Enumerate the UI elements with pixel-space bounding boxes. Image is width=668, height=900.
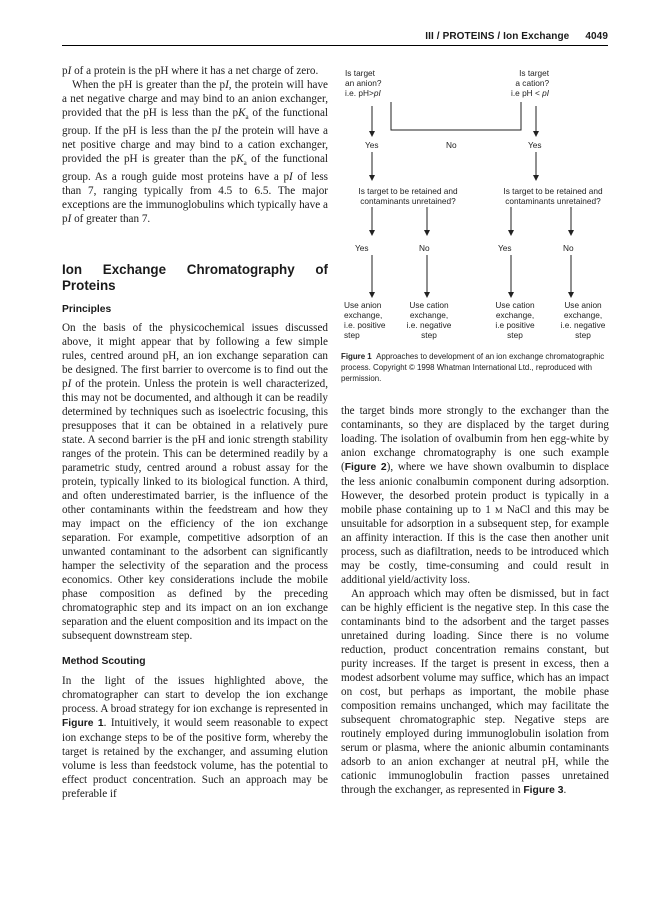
figure-2-ref: Figure 2 [344, 462, 387, 473]
label-yes-cation: Yes [528, 140, 542, 150]
running-title: III / PROTEINS / Ion Exchange [425, 31, 570, 42]
left-column [62, 64, 328, 801]
outcome-positive-anion: Use anion exchange, i.e. positive step [344, 300, 386, 340]
caption-label: Figure 1 [341, 352, 372, 361]
label-yes-left: Yes [355, 243, 369, 253]
no-connector-line [391, 102, 521, 130]
question-cation: Is target a cation? i.e pH < pI [511, 68, 550, 98]
running-header [425, 31, 608, 42]
subheading-principles: Principles [62, 304, 112, 316]
label-yes-right: Yes [498, 243, 512, 253]
paragraph-charge-rules: When the pH is greater than the pI, the protein will have a net negative charge and may bind to an anion exchanger, provided that the pH is less than the $pK_a$ of the functional group. If the pH is less than the pI the protein will have a net positive charge and may bind to a cation exchanger, provided the pH is greater than the $pK_a$ of the functional group. As a rough guide most proteins have a pI of less than 7, ranging typically from 4.5 to 6.5. The major exceptions are the immunoglobulins which typically have a pI of greater than 7. [62, 79, 329, 226]
paragraph-method-scouting: In the light of the issues highlighted above, the chromatographer can start to develop the ion exchange process. A broad strategy for ion exchange is represented in Figure 1. Intuitively, it would seem reasonable to expect ion exchange steps to be of the positive form, whereby the target is retained by the exchanger, and assuming elution volume is less than feedstock volume, has the potential to effect product concentration. Such an approach may be preferable if [62, 675, 328, 801]
figure-3-ref: Figure 3 [523, 785, 564, 796]
section-title: Ion Exchange Chromatography of Proteins [62, 262, 328, 294]
retain-question-left: Is target to be retained and contaminants unretained? [358, 186, 458, 206]
header-rule [62, 45, 608, 46]
label-yes-anion: Yes [365, 140, 379, 150]
figure-1-flowchart [341, 62, 613, 352]
question-anion: Is target an anion? i.e. pH>pI [345, 68, 382, 98]
paragraph-principles: On the basis of the physicochemical issues discussed above, it might appear that by following a few simple rules, centred around pH, an ion exchange separation can be designed. The first barrier to overcome is to find out the pI of the protein. Unless the protein is well characterized, this may not be documented, and although it can be readily determined by techniques such as isoelectric focusing, this presupposes that it can be obtained in a relatively pure state. A second barrier is the pH and ionic strength stability ranges of the protein. This can be determined readily by a parametric study, centred around a robust assay for the protein, typically linked to its biological function. A third, and often underestimated barrier, is the influence of the other contaminants within the feedstream and how they may impact on the efficiency of the ion exchange separation. For example, competitive adsorption of an unwanted contaminant to the adsorbent can significantly hamper the selectivity of the separation and the process economics. Other key considerations include the mobile phase composition as defined by the preceding chromatographic step and its impact on an ion exchange separation and the eluent composition and its impact on the subsequent downstream step. [62, 322, 328, 643]
paragraph-negative-step: An approach which may often be dismissed, but in fact can be highly efficient is the negative step. In this case the contaminants bind to the adsorbent and the target passes unretained during loading. Since there is no volume reduction, product concentration remains constant, but purity increases. If the target is present in excess, then a modest adsorbent volume may suffice, which has an impact on cost, but perhaps as important, the mobile phase composition remains unchanged, which may facilitate the subsequent chromatographic step. Negative steps are routinely employed during immunoglobulin isolation from serum or plasma, where the anionic albumin contaminants adsorb to an anion exchanger at neutral pH, while the cationic immunoglobulin fraction passes unretained through the exchanger, as represented in Figure 3. [341, 588, 609, 796]
page-number: 4049 [585, 31, 608, 42]
subheading-method-scouting: Method Scouting [62, 656, 146, 668]
paragraph-pi-definition: pI of a protein is the pH where it has a net charge of zero. [62, 65, 319, 77]
figure-1-caption [341, 351, 609, 384]
retain-question-right: Is target to be retained and contaminants unretained? [503, 186, 603, 206]
label-no-connector: No [446, 140, 457, 150]
right-column [341, 404, 609, 798]
paragraph-positive-step: the target binds more strongly to the exchanger than the contaminants, so they are displaced by the target during loading. The isolation of ovalbumin from hen egg-white by anion exchange chromatography is one such example (Figure 2), where we have shown ovalbumin to displace the less anionic conalbumin component during adsorption. However, the desorbed protein product is typically in a mobile phase containing up to 1 M NaCl and this may be unsuitable for adsorption in a subsequent step, for example an affinity interaction. If this is the case then another unit process, such as diafiltration, needs to be introduced which may be costly, time-consuming and could result in additional yield/activity loss. [341, 405, 609, 586]
outcome-negative-anion: Use anion exchange, i.e. negative step [560, 300, 606, 340]
figure-1-ref: Figure 1 [62, 718, 104, 730]
caption-text: Approaches to development of an ion exchange chromatographic process. Copyright © 1998 Whatman International Ltd., reproduced with permission. [341, 352, 605, 383]
outcome-positive-cation: Use cation exchange, i.e positive step [495, 300, 535, 340]
outcome-negative-cation: Use cation exchange, i.e. negative step [406, 300, 452, 340]
label-no-right: No [563, 243, 574, 253]
label-no-left: No [419, 243, 430, 253]
